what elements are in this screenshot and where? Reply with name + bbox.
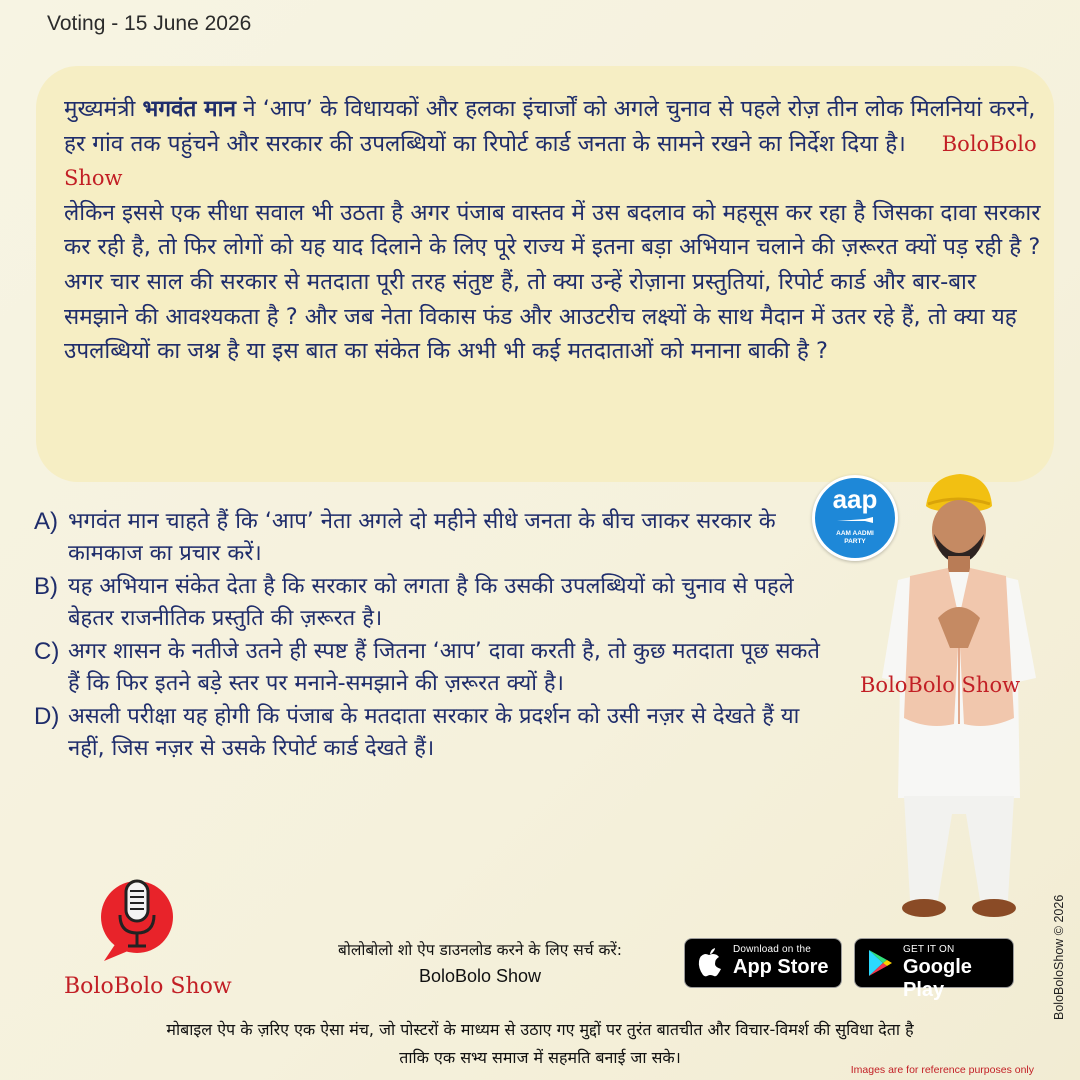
- quote-p1-start: मुख्यमंत्री: [64, 96, 143, 122]
- option-a: [34, 506, 824, 569]
- quote-p1-rest: ने ‘आप’ के विधायकों और हलका इंचार्जों को अगले चुनाव से पहले रोज़ तीन लोक मिलनियां करने, हर गांव तक पहुंचने और सरकार की उपलब्धियों का रिपोर्ट कार्ड जनता के सामने रखने का निर्देश दिया है।: [64, 96, 1036, 157]
- apple-icon: [696, 948, 724, 978]
- option-text: असली परीक्षा यह होगी कि पंजाब के मतदाता सरकार के प्रदर्शन को उसी नज़र से देखते हैं या नहीं, जिस नज़र से उसके रिपोर्ट कार्ड देखते हैं।: [68, 704, 800, 761]
- watermark-person: BoloBolo Show: [860, 673, 1021, 697]
- aap-logo-line1: AAM AADMI: [836, 530, 874, 537]
- option-text: यह अभियान संकेत देता है कि सरकार को लगता है कि उसकी उपलब्धियों को चुनाव से पहले बेहतर राजनीतिक प्रस्तुति की ज़रूरत है।: [68, 574, 794, 631]
- options-list: [34, 506, 824, 766]
- copyright-vertical: BoloBoloShow © 2026: [1052, 894, 1066, 1020]
- footer-line-2: ताकि एक सभ्य समाज में सहमति बनाई जा सके।: [399, 1048, 681, 1067]
- brand-name: BoloBolo Show: [64, 974, 232, 999]
- image-disclaimer: Images are for reference purposes only: [850, 1064, 1034, 1076]
- option-d: [34, 701, 824, 764]
- broom-icon: [835, 515, 875, 525]
- app-store-label: App Store: [733, 956, 829, 978]
- microphone-icon: [98, 875, 176, 965]
- watermark-inline: BoloBolo Show: [64, 131, 1037, 191]
- aap-party-logo: [812, 475, 898, 561]
- option-c: [34, 636, 824, 699]
- google-play-icon: [866, 948, 894, 978]
- app-store-small-text: Download on the: [733, 944, 812, 955]
- footer-line-1: मोबाइल ऐप के ज़रिए एक ऐसा मंच, जो पोस्टरों के माध्यम से उठाए गए मुद्दों पर तुरंत बातचीत और विचार-विमर्श की सुविधा देता है: [166, 1020, 914, 1039]
- quote-highlight-name: भगवंत मान: [142, 96, 236, 122]
- download-instruction-text: बोलोबोलो शो ऐप डाउनलोड करने के लिए सर्च करें:: [338, 941, 622, 959]
- google-play-button[interactable]: [854, 938, 1014, 1001]
- quote-paragraph-2: लेकिन इससे एक सीधा सवाल भी उठता है अगर पंजाब वास्तव में उस बदलाव को महसूस कर रहा है जिसका दावा सरकार कर रही है, तो फिर लोगों को यह याद दिलाने के लिए पूरे राज्य में इतना बड़ा अभियान चलाने की ज़रूरत क्यों पड़ रही है ? अगर चार साल की सरकार से मतदाता पूरी तरह संतुष्ट हैं, तो क्या उन्हें रोज़ाना प्रस्तुतियां, रिपोर्ट कार्ड और बार-बार समझाने की आवश्यकता है ? और जब नेता विकास फंड और आउटरीच लक्ष्यों के साथ मैदान में उतर रहे हैं, तो क्या यह उपलब्धियों का जश्न है या इस बात का संकेत कि अभी भी कई मतदाताओं को मनाना बाकी है ?: [64, 199, 1041, 365]
- app-store-button[interactable]: [684, 938, 842, 988]
- download-instruction: [300, 937, 660, 989]
- option-letter: B): [34, 573, 58, 600]
- option-letter: A): [34, 508, 58, 535]
- google-play-small-text: GET IT ON: [903, 944, 955, 955]
- google-play-label: Google Play: [903, 956, 972, 1001]
- aap-logo-line2: PARTY: [844, 538, 866, 545]
- download-app-name: BoloBolo Show: [418, 966, 542, 986]
- option-letter: D): [34, 703, 60, 730]
- quote-text: [64, 92, 1044, 369]
- option-text: अगर शासन के नतीजे उतने ही स्पष्ट हैं जितना ‘आप’ दावा करती है, तो कुछ मतदाता पूछ सकते हैं कि फिर इतने बड़े स्तर पर मनाने-समझाने की ज़रूरत क्यों है।: [68, 639, 820, 696]
- option-b: [34, 571, 824, 634]
- voting-date: Voting - 15 June 2026: [47, 12, 252, 35]
- quote-paragraph-1: [64, 92, 1044, 196]
- aap-logo-word: aap: [832, 484, 878, 514]
- option-text: भगवंत मान चाहते हैं कि ‘आप’ नेता अगले दो महीने सीधे जनता के बीच जाकर सरकार के कामकाज का प्रचार करें।: [68, 509, 776, 566]
- option-letter: C): [34, 638, 60, 665]
